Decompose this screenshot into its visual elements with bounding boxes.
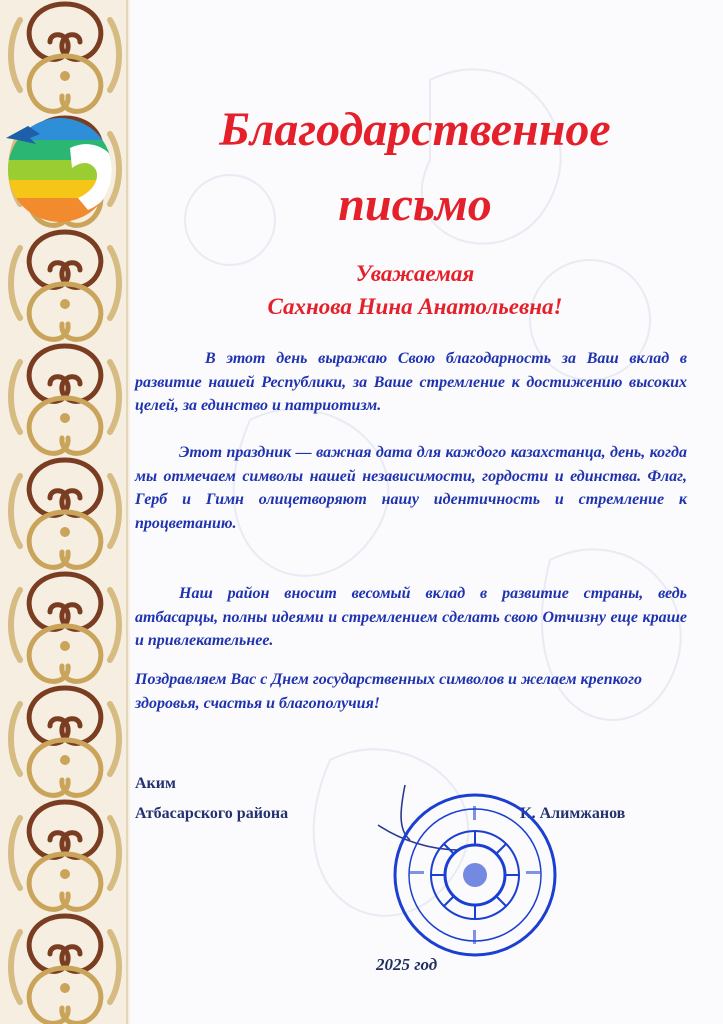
paragraph-1: В этот день выражаю Свою благодарность за Ваш вклад в развитие нашей Республики, за Ваше стремление к достижению высоких целей, за единство и патриотизм. xyxy=(135,350,687,414)
year: 2025 год xyxy=(376,955,438,974)
signer-position-1: Аким xyxy=(135,775,176,792)
signer-name: К. Алимжанов xyxy=(520,805,626,822)
recipient-name: Сахнова Нина Анатольевна! xyxy=(267,294,563,319)
emblem-logo-icon xyxy=(0,108,130,223)
official-seal-icon xyxy=(370,770,560,960)
paragraph-4: Поздравляем Вас с Днем государственных символов и желаем крепкого здоровья, счастья и благополучия! xyxy=(135,671,643,712)
paragraph-2: Этот праздник — важная дата для каждого казахстанца, день, когда мы отмечаем символы нашей независимости, гордости и единства. Флаг, Герб и Гимн олицетворяют нашу идентичность и стремление к процветанию. xyxy=(135,444,687,532)
title-line-2: письмо xyxy=(338,178,492,231)
title-line-1: Благодарственное xyxy=(219,103,611,156)
salutation-line-1: Уважаемая xyxy=(355,261,475,286)
paragraph-3: Наш район вносит весомый вклад в развитие страны, ведь атбасарцы, полны идеями и стремлением сделать свою Отчизну еще краше и привлекательнее. xyxy=(135,585,687,649)
signer-position-2: Атбасарского района xyxy=(135,805,289,822)
